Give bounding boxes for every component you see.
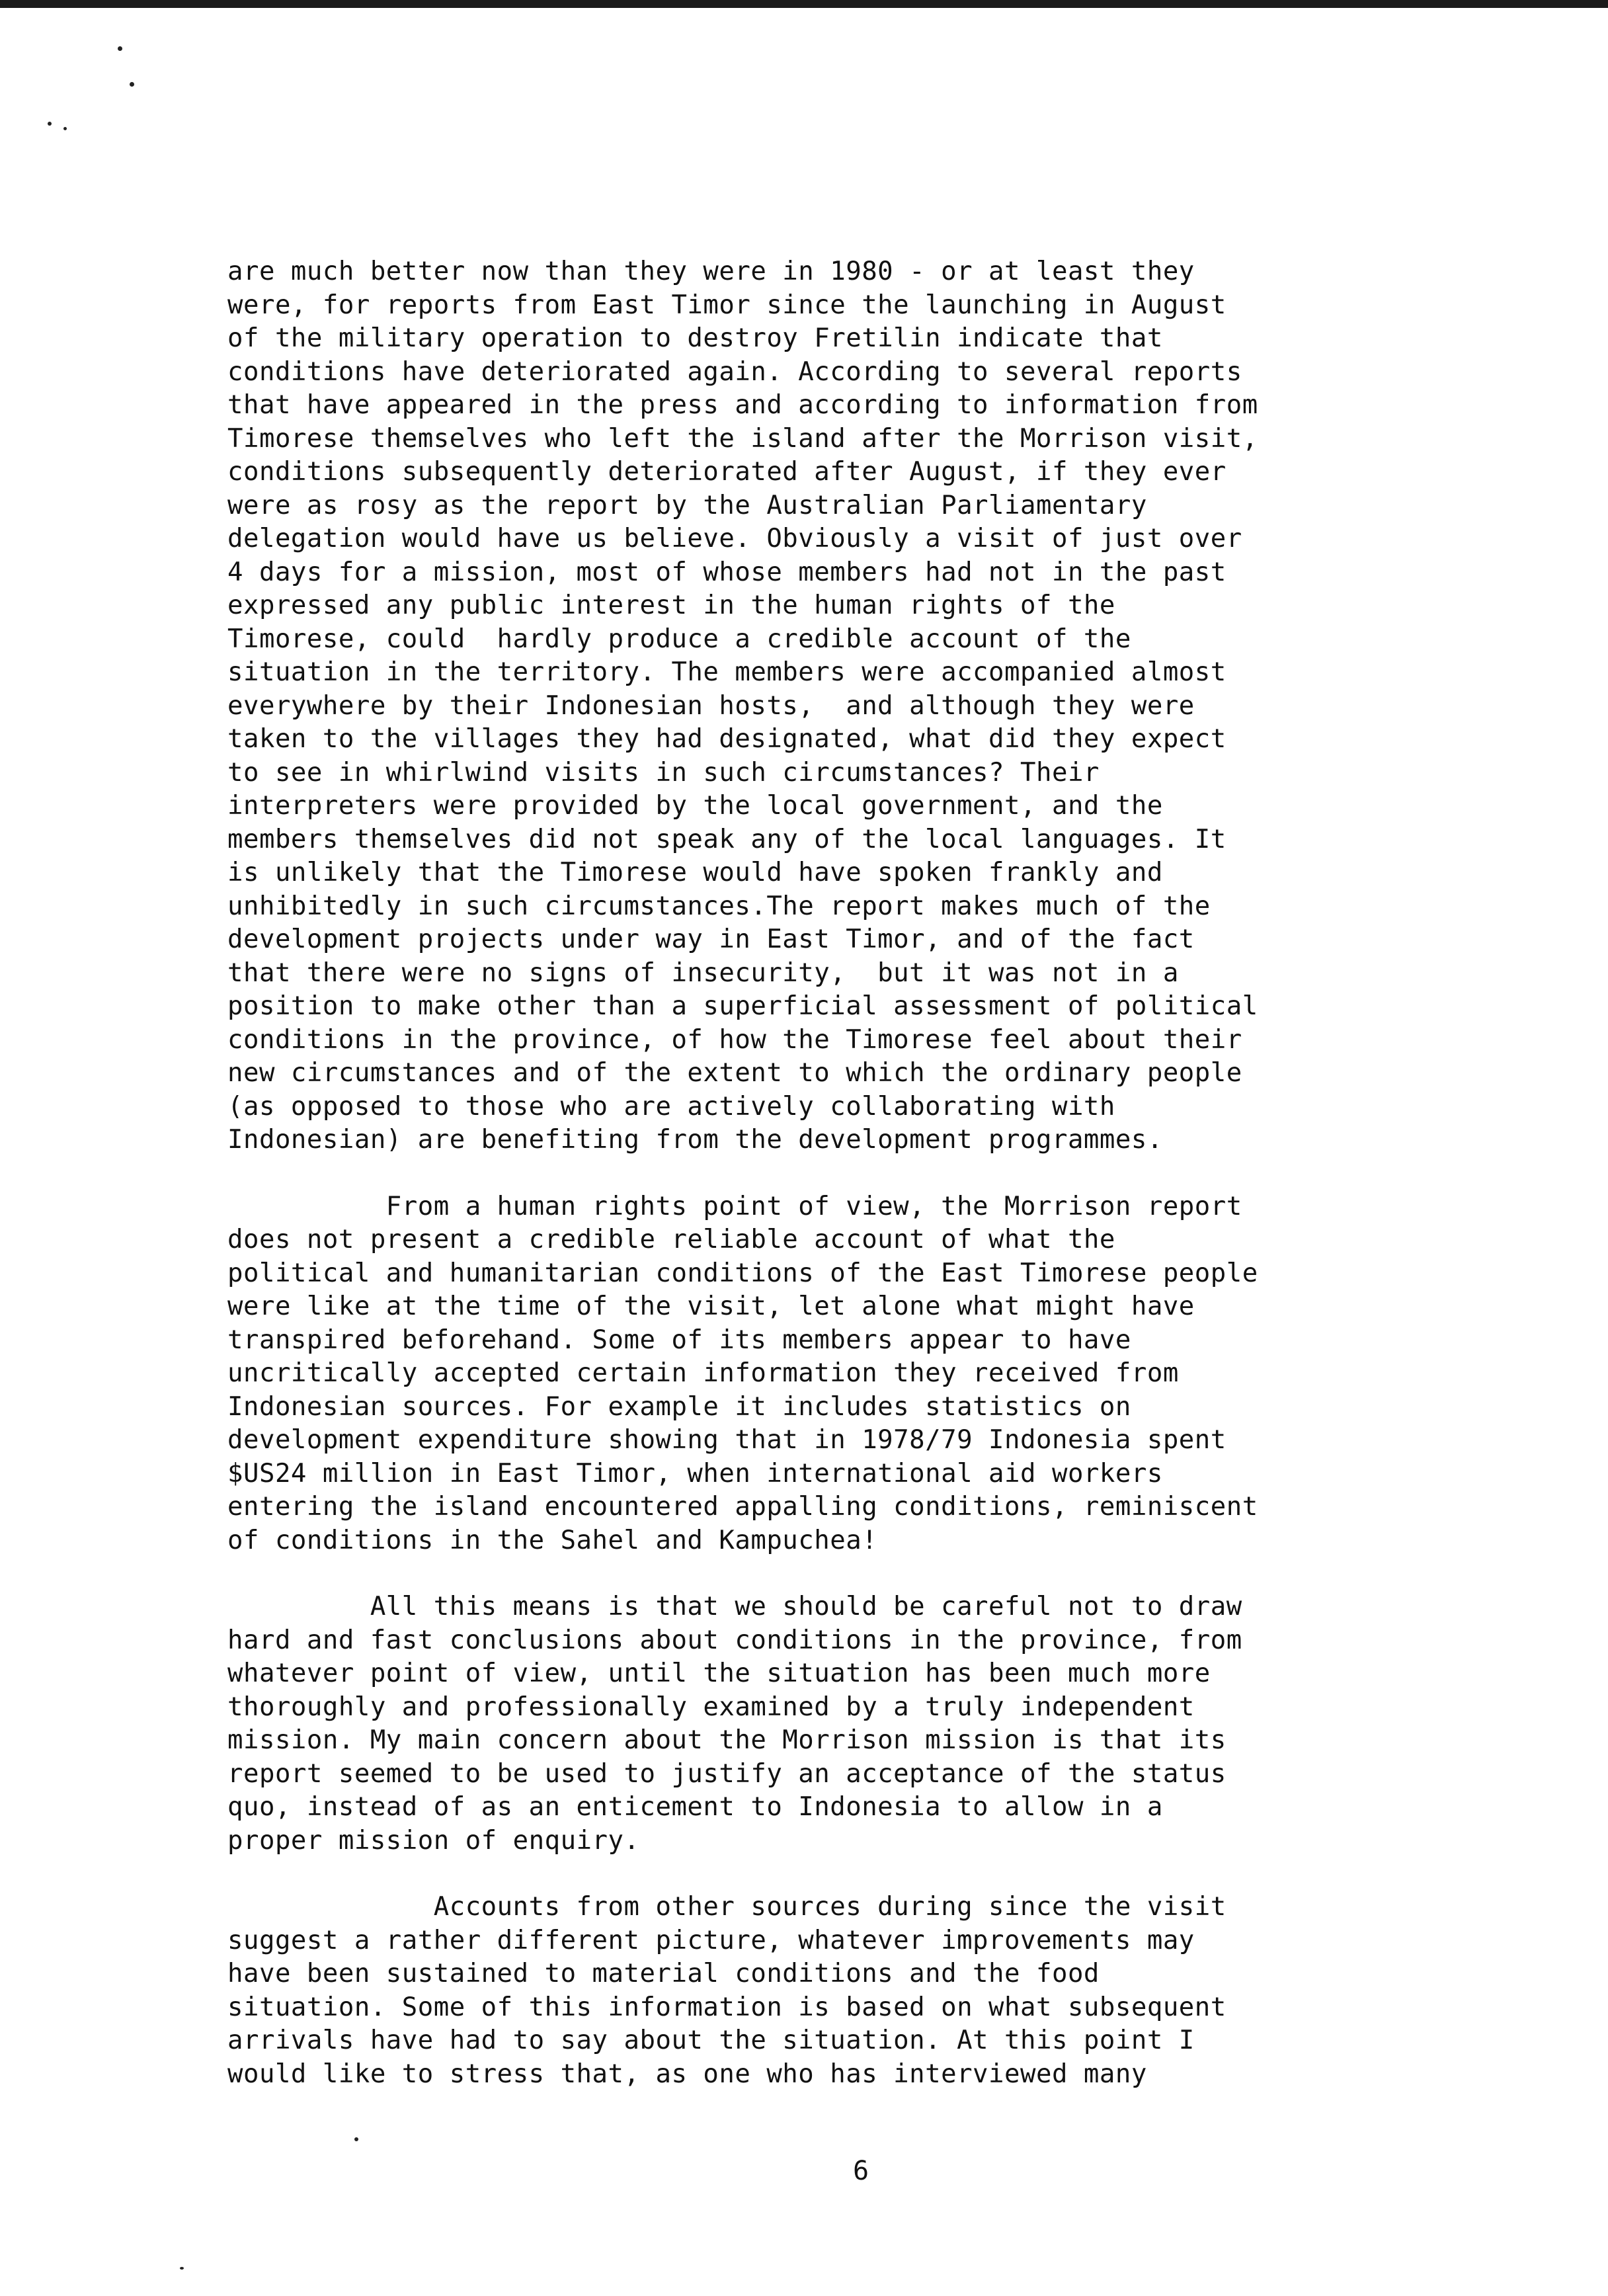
text-line: mission. My main concern about the Morrison mission is that its xyxy=(227,1725,1226,1755)
text-line: Accounts from other sources during since the visit xyxy=(227,1892,1226,1922)
text-line: situation. Some of this information is based on what subsequent xyxy=(227,1992,1226,2022)
scan-speck xyxy=(130,82,134,87)
text-line: were like at the time of the visit, let alone what might have xyxy=(227,1292,1195,1321)
text-line: hard and fast conclusions about conditions in the province, from xyxy=(227,1625,1242,1655)
text-line: suggest a rather different picture, whatever improvements may xyxy=(227,1925,1195,1955)
text-line: development projects under way in East Timor, and of the fact xyxy=(227,924,1195,954)
text-line: From a human rights point of view, the Morrison report xyxy=(227,1191,1242,1221)
text-line: everywhere by their Indonesian hosts, and although they were xyxy=(227,690,1195,721)
text-line: Timorese themselves who left the island after the Morrison visit, xyxy=(227,423,1258,454)
paragraph-gap xyxy=(227,1858,1523,1891)
text-line: to see in whirlwind visits in such circumstances? Their xyxy=(227,757,1100,788)
text-line: of conditions in the Sahel and Kampuchea! xyxy=(227,1525,878,1555)
scan-speck xyxy=(63,127,67,130)
text-line: of the military operation to destroy Fretilin indicate that xyxy=(227,323,1163,353)
text-line: are much better now than they were in 1980 - or at least they xyxy=(227,257,1195,286)
text-line: conditions in the province, of how the Timorese feel about their xyxy=(227,1024,1242,1055)
top-border-rule xyxy=(0,0,1608,8)
text-line: political and humanitarian conditions of the East Timorese people xyxy=(227,1258,1258,1288)
text-line: 4 days for a mission, most of whose members had not in the past xyxy=(227,557,1226,587)
text-line: new circumstances and of the extent to which the ordinary people xyxy=(227,1058,1242,1088)
paragraph-gap xyxy=(227,1157,1523,1190)
text-line: interpreters were provided by the local government, and the xyxy=(227,791,1163,821)
text-line: have been sustained to material conditions and the food xyxy=(227,1959,1100,1988)
text-line: thoroughly and professionally examined by a truly independent xyxy=(227,1692,1195,1722)
page-number: 6 xyxy=(853,2156,869,2186)
document-body xyxy=(227,255,1523,2091)
text-line: Indonesian) are benefiting from the development programmes. xyxy=(227,1125,1163,1155)
text-line: All this means is that we should be careful not to draw xyxy=(227,1592,1242,1621)
paragraph-3 xyxy=(227,1590,1523,1858)
text-line: delegation would have us believe. Obviously a visit of just over xyxy=(227,524,1242,554)
paragraph-4 xyxy=(227,1891,1523,2091)
text-line: situation in the territory. The members were accompanied almost xyxy=(227,657,1226,687)
scan-speck xyxy=(48,122,52,126)
text-line: Timorese, could hardly produce a credible account of the xyxy=(227,624,1131,654)
text-line: arrivals have had to say about the situation. At this point I xyxy=(227,2026,1195,2055)
text-line: $US24 million in East Timor, when international aid workers xyxy=(227,1458,1163,1489)
text-line: taken to the villages they had designated, what did they expect xyxy=(227,724,1226,754)
text-line: does not present a credible reliable account of what the xyxy=(227,1225,1115,1254)
text-line: were, for reports from East Timor since the launching in August xyxy=(227,290,1226,320)
text-line: were as rosy as the report by the Australian Parliamentary xyxy=(227,490,1147,520)
text-line: transpired beforehand. Some of its members appear to have xyxy=(227,1325,1131,1355)
text-line: that have appeared in the press and according to information from xyxy=(227,390,1258,420)
text-line: (as opposed to those who are actively collaborating with xyxy=(227,1091,1115,1122)
text-line: conditions have deteriorated again. According to several reports xyxy=(227,356,1242,387)
text-line: that there were no signs of insecurity, but it was not in a xyxy=(227,958,1179,988)
text-line: members themselves did not speak any of the local languages. It xyxy=(227,824,1226,854)
text-line: report seemed to be used to justify an acceptance of the status xyxy=(227,1758,1226,1789)
text-line: proper mission of enquiry. xyxy=(227,1825,640,1856)
text-line: conditions subsequently deteriorated after August, if they ever xyxy=(227,457,1226,487)
paragraph-2 xyxy=(227,1190,1523,1558)
text-line: entering the island encountered appalling conditions, reminiscent xyxy=(227,1492,1258,1522)
scan-speck xyxy=(354,2137,358,2141)
text-line: unhibitedly in such circumstances.The report makes much of the xyxy=(227,891,1211,921)
paragraph-1 xyxy=(227,255,1523,1157)
text-line: Indonesian sources. For example it includes statistics on xyxy=(227,1391,1131,1422)
text-line: position to make other than a superficial assessment of political xyxy=(227,991,1258,1021)
scan-speck xyxy=(180,2267,184,2270)
scan-speck xyxy=(118,46,122,51)
text-line: uncritically accepted certain information they received from xyxy=(227,1358,1179,1388)
text-line: is unlikely that the Timorese would have spoken frankly and xyxy=(227,858,1163,887)
text-line: expressed any public interest in the human rights of the xyxy=(227,591,1115,620)
text-line: quo, instead of as an enticement to Indonesia to allow in a xyxy=(227,1792,1163,1822)
text-line: whatever point of view, until the situation has been much more xyxy=(227,1659,1211,1688)
text-line: would like to stress that, as one who has interviewed many xyxy=(227,2059,1147,2089)
paragraph-gap xyxy=(227,1557,1523,1590)
text-line: development expenditure showing that in 1978/79 Indonesia spent xyxy=(227,1425,1226,1455)
